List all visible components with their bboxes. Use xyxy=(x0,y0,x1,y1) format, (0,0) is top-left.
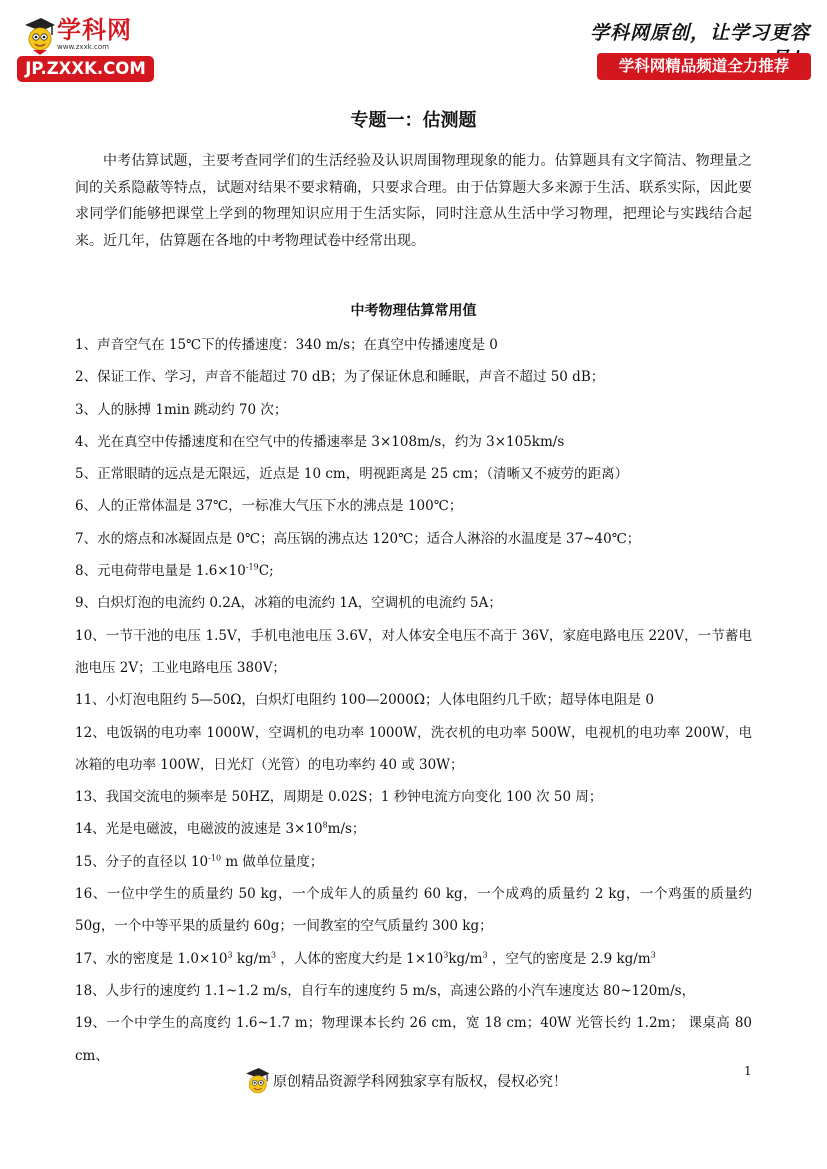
list-item: 12、电饭锅的电功率 1000W，空调机的电功率 1000W，洗衣机的电功率 500W，电视机的电功率 200W，电冰箱的电功率 100W，日光灯（光管）的电功率约 40 或 30W； xyxy=(75,724,752,773)
section-subtitle: 中考物理估算常用值 xyxy=(350,303,477,319)
list-item: 14、光是电磁波，电磁波的波速是 $3\times 10^8m/s$； xyxy=(75,820,366,838)
logo-name: 学科网 xyxy=(57,16,132,44)
list-item: 19、一个中学生的高度约 1.6~1.7 m；物理课本长约 26 cm，宽 18 cm；40W 光管长约 1.2m； 课桌高 80 cm、 xyxy=(75,1015,752,1064)
list-item: 2、保证工作、学习，声音不能超过 70 dB；为了保证休息和睡眠，声音不超过 50 dB； xyxy=(75,369,605,386)
slogan: 学科网原创，让学习更容 xyxy=(589,22,810,44)
channel-banner[interactable]: 学科网精品频道全力推荐 xyxy=(597,53,811,80)
page-number: 1 xyxy=(744,1064,752,1078)
zxxk-logo[interactable] xyxy=(17,14,157,84)
list-item: 18、人步行的速度约 1.1~1.2 m/s，自行车的速度约 5 m/s，高速公路的小汽车速度达 80~120m/s， xyxy=(75,982,696,999)
list-item: 16、一位中学生的质量约 50 kg，一个成年人的质量约 60 kg，一个成鸡的质量约 2 kg，一个鸡蛋的质量约 50g，一个中等平果的质量约 60g；一间教室的空气质量约 300 kg； xyxy=(75,886,752,935)
list-item: 13、我国交流电的频率是 50HZ，周期是 0.02S；1 秒钟电流方向变化 100 次 50 周； xyxy=(75,789,603,806)
list-item: 7、水的熔点和冰凝固点是 0℃；高压锅的沸点达 120℃；适合人淋浴的水温度是 37~40℃； xyxy=(75,530,641,547)
list-item: 5、正常眼睛的远点是无限远，近点是 10 cm，明视距离是 25 cm；（清晰又不疲劳的距离） xyxy=(75,466,629,483)
list-item: 11、小灯泡电阻约 5—50Ω，白炽灯电阻约 100—2000Ω；人体电阻约几千欧；超导体电阻是 0 xyxy=(75,692,654,709)
mascot-icon xyxy=(243,1066,271,1098)
list-item: 4、光在真空中传播速度和在空气中的传播速率是 3×108m/s，约为 3×105km/s xyxy=(75,433,565,450)
list-item: 3、人的脉搏 1min 跳动约 70 次； xyxy=(75,401,288,418)
mascot-icon xyxy=(21,16,57,56)
site-badge[interactable]: JP.ZXXK.COM xyxy=(17,56,154,82)
list-item: 1、声音空气在 15℃下的传播速度：340 m/s；在真空中传播速度是 0 xyxy=(75,337,498,353)
document-title: 专题一：估测题 xyxy=(350,110,477,131)
list-item: 6、人的正常体温是 37℃，一标准大气压下水的沸点是 100℃； xyxy=(75,498,463,515)
logo-url: www.zxxk.com xyxy=(57,43,109,51)
page-footer xyxy=(0,1065,827,1105)
copyright-notice: 原创精品资源学科网独家享有版权，侵权必究！ xyxy=(273,1074,567,1090)
document-body xyxy=(75,108,752,1072)
list-item: 9、白炽灯泡的电流约 0.2A，冰箱的电流约 1A，空调机的电流约 5A； xyxy=(75,595,502,612)
intro-paragraph: 中考估算试题，主要考查同学们的生活经验及认识周围物理现象的能力。估算题具有文字简洁、物理量之间的关系隐蔽等特点，试题对结果不要求精确，只要求合理。由于估算题大多来源于生活、联系实际，因此要求同学们能够把课堂上学到的物理知识应用于生活实际，同时注意从生活中学习物理，把理论与实践结合起来。近几年，估算题在各地的中考物理试卷中经常出现。 xyxy=(75,153,752,249)
list-item: 17、水的密度是 $1.0\times 10^3$ $kg/m^3$ ，人体的密度大约是 $1\times 10^3kg/m^3$ ，空气的密度是 2.9 $kg/m^3$ xyxy=(75,950,656,967)
list-item: 8、元电荷带电量是 $1.6\times 10^{-19}C$; xyxy=(75,562,274,580)
list-item: 10、一节干池的电压 1.5V，手机电池电压 3.6V，对人体安全电压不高于 36V，家庭电路电压 220V，一节蓄电池电压 2V；工业电路电压 380V； xyxy=(75,627,752,676)
page-header xyxy=(0,0,827,95)
list-item: 15、分子的直径以 $10^{-10}$ m 做单位量度； xyxy=(75,853,324,870)
